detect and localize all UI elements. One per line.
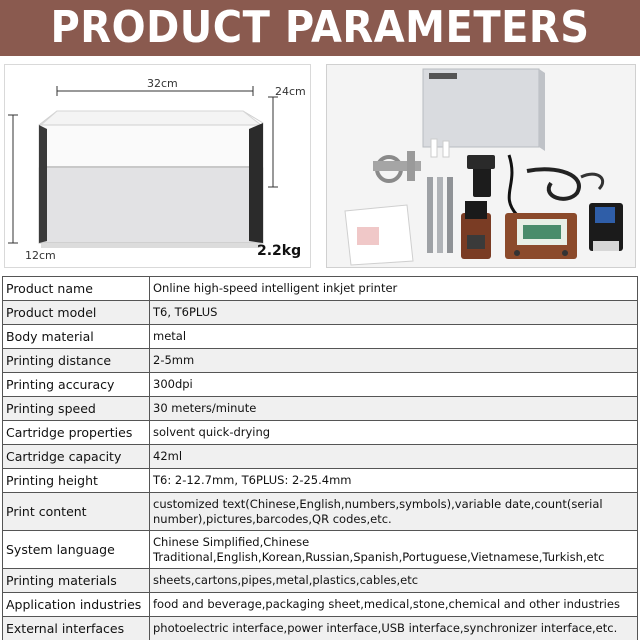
spec-label: Cartridge properties: [3, 421, 150, 445]
spec-value: T6, T6PLUS: [150, 301, 638, 325]
table-row: [3, 493, 638, 531]
spec-value: solvent quick-drying: [150, 421, 638, 445]
table-row: [3, 277, 638, 301]
spec-label: Application industries: [3, 593, 150, 617]
table-row: [3, 349, 638, 373]
title-banner: [0, 0, 640, 56]
spec-value: sheets,cartons,pipes,metal,plastics,cables,etc: [150, 569, 638, 593]
spec-label: Product name: [3, 277, 150, 301]
spec-label: Printing distance: [3, 349, 150, 373]
table-row: [3, 445, 638, 469]
spec-value: customized text(Chinese,English,numbers,symbols),variable date,count(serial number),pictures,barcodes,QR codes,etc.: [150, 493, 638, 531]
spec-label: Print content: [3, 493, 150, 531]
spec-value: metal: [150, 325, 638, 349]
spec-value: photoelectric interface,power interface,USB interface,synchronizer interface,etc.: [150, 617, 638, 640]
table-row: [3, 617, 638, 640]
box-height-label: 24cm: [275, 85, 306, 98]
box-width-label: 32cm: [147, 77, 178, 90]
table-row: [3, 301, 638, 325]
spec-value: 2-5mm: [150, 349, 638, 373]
page-title: PRODUCT PARAMETERS: [50, 3, 590, 53]
package-contents-photo: [326, 64, 636, 268]
spec-value: Online high-speed intelligent inkjet printer: [150, 277, 638, 301]
spec-value: 30 meters/minute: [150, 397, 638, 421]
table-row: [3, 325, 638, 349]
spec-value: food and beverage,packaging sheet,medical,stone,chemical and other industries: [150, 593, 638, 617]
spec-label: Printing accuracy: [3, 373, 150, 397]
spec-label: Printing speed: [3, 397, 150, 421]
spec-label: Body material: [3, 325, 150, 349]
spec-value: Chinese Simplified,Chinese Traditional,English,Korean,Russian,Spanish,Portuguese,Vietnamese,Turkish,etc: [150, 531, 638, 569]
spec-label: Printing height: [3, 469, 150, 493]
package-contents-illustration: [327, 65, 636, 268]
spec-label: System language: [3, 531, 150, 569]
box-dimensions-photo: [4, 64, 311, 268]
spec-value: 300dpi: [150, 373, 638, 397]
table-row: [3, 469, 638, 493]
box-weight-label: 2.2kg: [257, 243, 302, 259]
spec-label: Cartridge capacity: [3, 445, 150, 469]
shipping-box-illustration: [5, 65, 310, 267]
spec-value: 42ml: [150, 445, 638, 469]
table-row: [3, 397, 638, 421]
spec-table: [2, 276, 638, 640]
box-depth-label: 12cm: [25, 249, 56, 262]
table-row: [3, 421, 638, 445]
table-row: [3, 373, 638, 397]
table-row: [3, 531, 638, 569]
table-row: [3, 593, 638, 617]
product-photos: [0, 56, 640, 272]
table-row: [3, 569, 638, 593]
spec-value: T6: 2-12.7mm, T6PLUS: 2-25.4mm: [150, 469, 638, 493]
spec-label: Product model: [3, 301, 150, 325]
spec-label: External interfaces: [3, 617, 150, 640]
spec-label: Printing materials: [3, 569, 150, 593]
